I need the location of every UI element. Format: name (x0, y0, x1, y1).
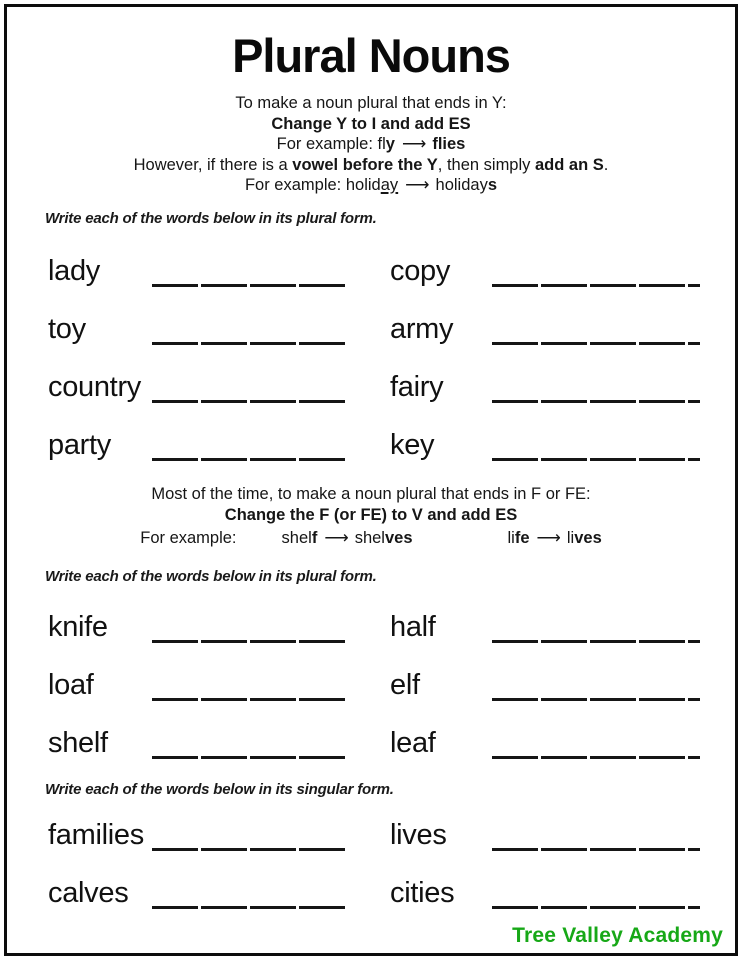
word-left: calves (48, 877, 129, 909)
answer-blank-left (152, 698, 345, 701)
word-row (7, 665, 735, 723)
word-right: army (390, 312, 454, 345)
answer-blank-right (492, 400, 700, 403)
word-row (7, 815, 735, 873)
rule-y-line2: Change Y to I and add ES (271, 114, 471, 133)
example-result: flies (432, 135, 466, 153)
word-right: leaf (390, 727, 436, 759)
exercise-singular-rows (7, 815, 735, 931)
word-right: fairy (390, 370, 444, 403)
example-word-bold: fe (514, 528, 530, 547)
answer-blank-right (492, 848, 700, 851)
answer-blank-right (492, 906, 700, 909)
example-result-base: li (566, 528, 575, 547)
word-left: party (48, 428, 111, 461)
rule-y-line4 (7, 155, 735, 176)
answer-blank-left (152, 284, 345, 287)
example-word-base: li (507, 528, 515, 547)
example-label: For example: (276, 135, 378, 153)
word-left: shelf (48, 727, 108, 759)
rule-f-block (7, 484, 735, 550)
example-result-bold: s (487, 176, 498, 194)
word-right: copy (390, 254, 451, 287)
example-word-bold: y (385, 135, 395, 153)
rule-f-line1: Most of the time, to make a noun plural that ends in F or FE: (151, 484, 591, 503)
example-result-bold: ves (574, 528, 602, 547)
answer-blank-left (152, 458, 345, 461)
prompt-singular: Write each of the words below in its singular form. (45, 781, 394, 798)
line4-text1: However, if there is a (133, 155, 293, 174)
example-result: holiday (435, 176, 488, 194)
prompt-plural-1: Write each of the words below in its plural form. (45, 209, 377, 227)
answer-blank-right (492, 756, 700, 759)
prompt-plural-2: Write each of the words below in its plural form. (45, 568, 377, 585)
answer-blank-left (152, 400, 345, 403)
example-word-underline: ay (380, 176, 399, 194)
right-arrow-icon: ⟶ (324, 527, 348, 547)
example-label: For example: (244, 176, 346, 194)
word-row (7, 873, 735, 931)
line4-text2: , then simply (437, 155, 535, 174)
rule-y-line1: To make a noun plural that ends in Y: (235, 94, 507, 112)
answer-blank-right (492, 640, 700, 643)
word-left: families (48, 819, 144, 851)
word-right: elf (390, 669, 420, 701)
word-left: knife (48, 611, 108, 643)
word-right: half (390, 611, 436, 643)
answer-blank-right (492, 458, 700, 461)
exercise-y-rows (7, 251, 735, 483)
answer-blank-right (492, 342, 700, 345)
answer-blank-left (152, 848, 345, 851)
answer-blank-right (492, 698, 700, 701)
exercise-f-rows (7, 607, 735, 781)
answer-blank-left (152, 342, 345, 345)
word-left: loaf (48, 669, 94, 701)
rule-f-line2: Change the F (or FE) to V and add ES (224, 506, 518, 524)
rule-y-example-fly (7, 134, 735, 155)
word-right: lives (390, 819, 447, 851)
word-row (7, 425, 735, 483)
word-right: cities (390, 877, 455, 909)
word-right: key (390, 428, 435, 461)
example-word-base: holid (345, 176, 381, 194)
worksheet-page (4, 4, 738, 956)
word-row (7, 367, 735, 425)
answer-blank-left (152, 756, 345, 759)
word-row (7, 723, 735, 781)
word-left: lady (48, 254, 100, 287)
answer-blank-right (492, 284, 700, 287)
example-label: For example: (140, 528, 237, 547)
example-word-base: fl (377, 135, 386, 153)
rule-y-example-holiday (7, 175, 735, 196)
line4-text3: . (603, 155, 609, 174)
right-arrow-icon: ⟶ (401, 134, 426, 153)
rule-y-block (7, 93, 735, 196)
line4-bold1: vowel before the Y (292, 155, 438, 174)
answer-blank-left (152, 906, 345, 909)
example-word-bold: f (311, 528, 318, 547)
page-title: Plural Nouns (232, 29, 510, 82)
right-arrow-icon: ⟶ (405, 175, 429, 194)
right-arrow-icon: ⟶ (536, 527, 560, 547)
brand-footer: Tree Valley Academy (512, 924, 723, 947)
example-word-base: shel (281, 528, 312, 547)
word-row (7, 309, 735, 367)
word-left: toy (48, 312, 86, 345)
word-row (7, 607, 735, 665)
line4-bold2: add an S (535, 155, 604, 174)
word-row (7, 251, 735, 309)
word-left: country (48, 370, 141, 403)
example-result-base: shel (354, 528, 385, 547)
answer-blank-left (152, 640, 345, 643)
example-result-bold: ves (384, 528, 413, 547)
rule-f-examples (7, 527, 735, 550)
